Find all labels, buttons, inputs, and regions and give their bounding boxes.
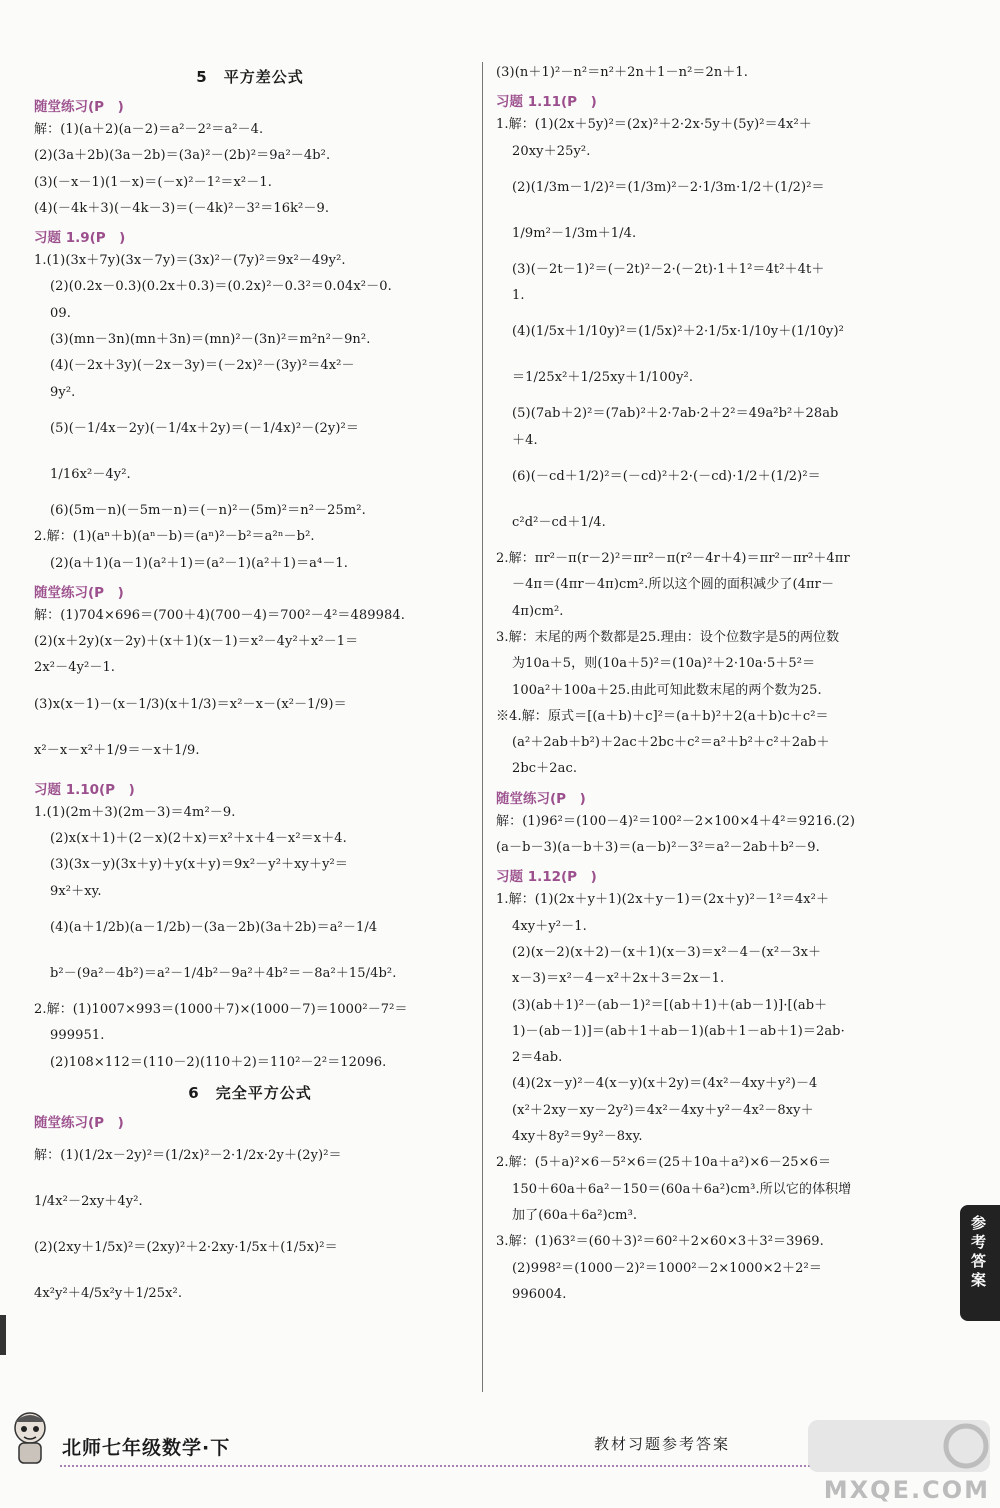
answer-line: ＋4. xyxy=(512,432,538,448)
answer-line: 3.解：(1)63²＝(60＋3)²＝60²＋2×60×3＋3²＝3969. xyxy=(496,1234,824,1250)
answer-line: (4)(－4k＋3)(－4k－3)＝(－4k)²－3²＝16k²－9. xyxy=(34,200,330,216)
answer-line: 4π)cm². xyxy=(512,603,564,619)
answer-line: ＝1/25x²＋1/25xy＋1/100y². xyxy=(512,370,694,386)
answer-line: 2bc＋2ac. xyxy=(512,761,578,777)
left-column xyxy=(34,60,466,1317)
answer-line: (a²＋2ab＋b²)＋2ac＋2bc＋c²＝a²＋b²＋c²＋2ab＋ xyxy=(512,735,830,751)
answer-line: x²－x－x²＋1/9＝－x＋1/9. xyxy=(34,742,200,758)
column-divider xyxy=(482,62,483,1392)
answer-line: (5)(7ab＋2)²＝(7ab)²＋2·7ab·2＋2²＝49a²b²＋28ab xyxy=(512,406,839,422)
answer-line: 解：(1)(1/2x－2y)²＝(1/2x)²－2·1/2x·2y＋(2y)²＝ xyxy=(34,1147,342,1163)
answer-line: (3)(3x－y)(3x＋y)＋y(x＋y)＝9x²－y²＋xy＋y²＝ xyxy=(50,857,348,873)
answer-line: 2＝4ab. xyxy=(512,1050,563,1066)
answer-line: 2.解：πr²－π(r－2)²＝πr²－π(r²－4r＋4)＝πr²－πr²＋4πr xyxy=(496,551,850,567)
answer-line: (2)(x＋2y)(x－2y)＋(x＋1)(x－1)＝x²－4y²＋x²－1＝ xyxy=(34,634,359,650)
answer-line: 加了(60a＋6a²)cm³. xyxy=(512,1207,638,1223)
answer-line: (6)(5m－n)(－5m－n)＝(－n)²－(5m)²＝n²－25m². xyxy=(50,502,366,518)
label-practice: 随堂练习(P ) xyxy=(34,584,124,601)
footer-section-label: 教材习题参考答案 xyxy=(594,1435,731,1453)
answer-line: 1)－(ab－1)]＝(ab＋1＋ab－1)(ab＋1－ab＋1)＝2ab· xyxy=(512,1023,845,1039)
label-practice: 随堂练习(P ) xyxy=(34,1114,124,1131)
answer-line: 解：(1)704×696＝(700＋4)(700－4)＝700²－4²＝489984. xyxy=(34,607,405,623)
answer-line: 1.(1)(3x＋7y)(3x－7y)＝(3x)²－(7y)²＝9x²－49y². xyxy=(34,253,346,269)
answer-line: (2)x(x＋1)＋(2－x)(2＋x)＝x²＋x＋4－x²＝x＋4. xyxy=(50,831,347,847)
answer-line: (a－b－3)(a－b＋3)＝(a－b)²－3²＝a²－2ab＋b²－9. xyxy=(496,840,820,856)
answer-line: (2)998²＝(1000－2)²＝1000²－2×1000×2＋2²＝ xyxy=(512,1260,822,1276)
answer-line: (3)(－2t－1)²＝(－2t)²－2·(－2t)·1＋1²＝4t²＋4t＋ xyxy=(512,261,825,277)
answer-line: 1.解：(1)(2x＋5y)²＝(2x)²＋2·2x·5y＋(5y)²＝4x²＋ xyxy=(496,117,812,133)
answer-line: 150＋60a＋6a²－150＝(60a＋6a²)cm³.所以它的体积增 xyxy=(512,1181,852,1197)
answer-line: 1/16x²－4y². xyxy=(50,466,131,482)
label-exercise-1-11: 习题 1.11(P ) xyxy=(496,94,597,111)
answer-line: 4xy＋8y²＝9y²－8xy. xyxy=(512,1129,643,1145)
answer-line: (2)(2xy＋1/5x)²＝(2xy)²＋2·2xy·1/5x＋(1/5x)²＝ xyxy=(34,1239,338,1255)
answer-side-tab xyxy=(960,1205,1000,1321)
answer-line: (3)(n＋1)²－n²＝n²＋2n＋1－n²＝2n＋1. xyxy=(496,65,749,80)
answer-line: 2.解：(1)(aⁿ＋b)(aⁿ－b)＝(aⁿ)²－b²＝a²ⁿ－b². xyxy=(34,529,315,545)
answer-line: (6)(－cd＋1/2)²＝(－cd)²＋2·(－cd)·1/2＋(1/2)²＝ xyxy=(512,469,821,485)
label-practice: 随堂练习(P ) xyxy=(34,99,124,115)
label-exercise-1-10: 习题 1.10(P ) xyxy=(34,781,135,798)
right-column xyxy=(496,60,946,1308)
answer-line: (x²＋2xy－xy－2y²)＝4x²－4xy＋y²－4x²－8xy＋ xyxy=(512,1102,814,1118)
answer-line: (2)(x－2)(x＋2)－(x＋1)(x－3)＝x²－4－(x²－3x＋ xyxy=(512,944,822,960)
answer-line: 1. xyxy=(512,288,525,304)
answer-line: 3.解：末尾的两个数都是25.理由：设个位数字是5的两位数 xyxy=(496,629,840,645)
answer-line: (3)(ab＋1)²－(ab－1)²＝[(ab＋1)＋(ab－1)]·[(ab＋ xyxy=(512,997,828,1013)
answer-line: 1/4x²－2xy＋4y². xyxy=(34,1193,143,1209)
answer-line: 2.解：(5＋a)²×6－5²×6＝(25＋10a＋a²)×6－25×6＝ xyxy=(496,1155,832,1171)
answer-line: 9y². xyxy=(50,384,76,400)
answer-line: 1.(1)(2m＋3)(2m－3)＝4m²－9. xyxy=(34,804,236,820)
side-tab-label: 参考答案 xyxy=(969,1215,987,1291)
answer-line: (4)(2x－y)²－4(x－y)(x＋2y)＝(4x²－4xy＋y²)－4 xyxy=(512,1076,818,1092)
answer-line: (4)(a＋1/2b)(a－1/2b)－(3a－2b)(3a＋2b)＝a²－1/4 xyxy=(50,919,378,935)
section-title-5: 5 平方差公式 xyxy=(196,68,304,86)
answer-line: x－3)＝x²－4－x²＋2x＋3＝2x－1. xyxy=(512,971,725,987)
answer-line: c²d²－cd＋1/4. xyxy=(512,515,606,531)
answer-line: 100a²＋100a＋25.由此可知此数末尾的两个数为25. xyxy=(512,682,822,698)
answer-line: (3)x(x－1)－(x－1/3)(x＋1/3)＝x²－x－(x²－1/9)＝ xyxy=(34,696,347,712)
watermark-text: MXQE.COM xyxy=(823,1476,990,1504)
label-exercise-1-12: 习题 1.12(P ) xyxy=(496,869,597,886)
answer-line: 4xy＋y²－1. xyxy=(512,918,587,934)
answer-line: 为10a＋5，则(10a＋5)²＝(10a)²＋2·10a·5＋5²＝ xyxy=(512,656,816,672)
answer-line: (5)(－1/4x－2y)(－1/4x＋2y)＝(－1/4x)²－(2y)²＝ xyxy=(50,420,359,436)
answer-line: 2.解：(1)1007×993＝(1000＋7)×(1000－7)＝1000²－7²＝ xyxy=(34,1001,408,1017)
book-title: 北师七年级数学·下 xyxy=(62,1437,231,1459)
section-title-6: 6 完全平方公式 xyxy=(188,1083,312,1102)
answer-line: (3)(mn－3n)(mn＋3n)＝(mn)²－(3n)²＝m²n²－9n². xyxy=(50,332,371,348)
answer-line: 999951. xyxy=(50,1028,105,1044)
answer-line: (2)(1/3m－1/2)²＝(1/3m)²－2·1/3m·1/2＋(1/2)²＝ xyxy=(512,179,825,195)
answer-line: 解：(1)(a＋2)(a－2)＝a²－2²＝a²－4. xyxy=(34,122,264,137)
answer-line: 4x²y²＋4/5x²y＋1/25x². xyxy=(34,1285,183,1301)
answer-line: (3)(－x－1)(1－x)＝(－x)²－1²＝x²－1. xyxy=(34,174,272,190)
answer-line: (2)(0.2x－0.3)(0.2x＋0.3)＝(0.2x)²－0.3²＝0.04x²－0. xyxy=(50,279,392,295)
answer-line: 09. xyxy=(50,305,71,321)
binding-mark xyxy=(0,1315,6,1355)
answer-line: 9x²＋xy. xyxy=(50,883,102,899)
answer-line: 1.解：(1)(2x＋y＋1)(2x＋y－1)＝(2x＋y)²－1²＝4x²＋ xyxy=(496,892,830,908)
answer-line: (4)(－2x＋3y)(－2x－3y)＝(－2x)²－(3y)²＝4x²－ xyxy=(50,358,355,374)
mascot-icon xyxy=(4,1408,56,1468)
label-practice: 随堂练习(P ) xyxy=(496,790,586,807)
footer-divider xyxy=(60,1465,810,1467)
answer-line: ※4.解：原式＝[(a＋b)＋c]²＝(a＋b)²＋2(a＋b)c＋c²＝ xyxy=(496,708,829,724)
answer-line: (2)(a＋1)(a－1)(a²＋1)＝(a²－1)(a²＋1)＝a⁴－1. xyxy=(50,555,349,571)
answer-line: 1/9m²－1/3m＋1/4. xyxy=(512,225,637,241)
answer-line: (4)(1/5x＋1/10y)²＝(1/5x)²＋2·1/5x·1/10y＋(1/10y)² xyxy=(512,324,844,340)
answer-line: b²－(9a²－4b²)＝a²－1/4b²－9a²＋4b²＝－8a²＋15/4b². xyxy=(50,965,397,981)
answer-line: (2)108×112＝(110－2)(110＋2)＝110²－2²＝12096. xyxy=(50,1054,387,1070)
answer-line: 解：(1)96²＝(100－4)²＝100²－2×100×4＋4²＝9216.(2) xyxy=(496,813,856,829)
label-exercise-1-9: 习题 1.9(P ) xyxy=(34,230,126,247)
answer-line: 20xy＋25y². xyxy=(512,143,591,159)
answer-line: 2x²－4y²－1. xyxy=(34,660,116,676)
answer-line: －4π＝(4πr－4π)cm².所以这个圆的面积减少了(4πr－ xyxy=(512,577,835,593)
answer-line: (2)(3a＋2b)(3a－2b)＝(3a)²－(2b)²＝9a²－4b². xyxy=(34,148,331,164)
answer-line: 996004. xyxy=(512,1286,567,1302)
